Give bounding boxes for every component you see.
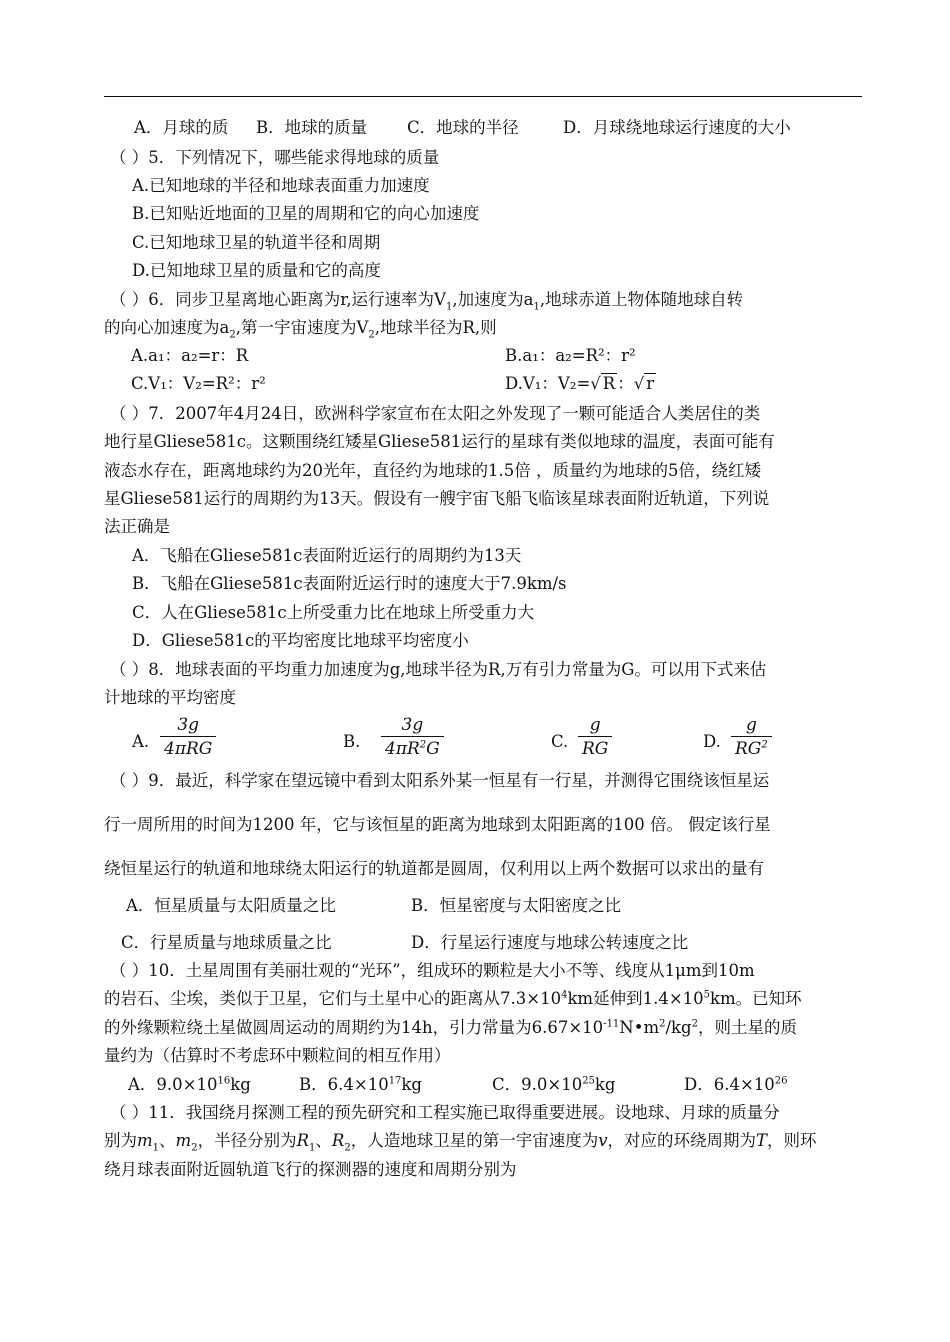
q10-option-b: B．$6.4\times 10^{17}kg$ (299, 1075, 422, 1094)
header-rule (104, 96, 862, 97)
q6-option-a: A.a₁：a₂=r：R (131, 346, 249, 365)
q6-option-b: B.a₁：a₂=R²：r² (505, 346, 636, 365)
q7-stem-line1: （ ）7．2007年4月24日，欧洲科学家宣布在太阳之外发现了一颗可能适合人类居住的类 (110, 404, 761, 423)
q9-option-c: C．行星质量与地球质量之比 (121, 933, 332, 952)
q7-option-d: D．Gliese581c的平均密度比地球平均密度小 (132, 631, 469, 650)
q6-option-d: D.V₁：V₂=√ R ：√ r (505, 374, 655, 393)
q8-d-numerator: g (731, 714, 772, 737)
q4-option-a: A．月球的质 (134, 118, 229, 137)
q5-option-b: B.已知贴近地面的卫星的周期和它的向心加速度 (132, 204, 480, 223)
q9-option-d: D．行星运行速度与地球公转速度之比 (411, 933, 689, 952)
q10-stem-line4: 量约为（估算时不考虑环中颗粒间的相互作用） (104, 1046, 451, 1065)
q11-stem-line2: 别为$m_1$、$m_2$，半径分别为$R_1$、$R_2$，人造地球卫星的第一宇宙速度为v，对应的环绕周期为T，则环 (104, 1131, 817, 1154)
q8-option-b-label: B. (343, 732, 361, 751)
q4-option-b: B．地球的质量 (256, 118, 368, 137)
q8-option-d-label: D. (703, 732, 721, 751)
q8-d-denominator: $RG^2$ (735, 739, 768, 759)
q10-stem-line3: 的外缘颗粒绕土星做圆周运动的周期约为14h，引力常量为$6.67\times 10^{-11}N•m^2/kg^2$，则土星的质 (104, 1018, 797, 1037)
q7-option-a: A．飞船在Gliese581c表面附近运行的周期约为13天 (132, 546, 522, 565)
q7-stem-line5: 法正确是 (104, 517, 170, 536)
q11-stem-line3: 绕月球表面附近圆轨道飞行的探测器的速度和周期分别为 (104, 1160, 517, 1179)
q9-stem-line1: （ ）9．最近，科学家在望远镜中看到太阳系外某一恒星有一行星，并测得它围绕该恒星运 (110, 771, 770, 790)
q7-stem-line3: 液态水存在，距离地球约为20光年，直径约为地球的1.5倍 ，质量约为地球的5倍，绕红矮 (104, 461, 761, 480)
q8-option-d-formula (731, 714, 772, 761)
q8-b-numerator: 3g (381, 714, 444, 737)
q5-option-d: D.已知地球卫星的质量和它的高度 (132, 261, 381, 280)
q8-option-a-label: A. (132, 732, 150, 751)
q6-option-c: C.V₁：V₂=R²：r² (131, 374, 266, 393)
q8-option-c-label: C. (551, 732, 569, 751)
q8-option-c-formula (578, 714, 612, 761)
q4-option-d: D．月球绕地球运行速度的大小 (563, 118, 791, 137)
q9-stem-line2: 行一周所用的时间为1200 年，它与该恒星的距离为地球到太阳距离的100 倍。 假定该行星 (104, 815, 771, 834)
q10-stem-line2: 的岩石、尘埃，类似于卫星，它们与土星中心的距离从$7.3\times 10^4km$延伸到$1.4\times 10^5km$。已知环 (104, 989, 802, 1008)
q7-option-b: B．飞船在Gliese581c表面附近运行时的速度大于7.9km/s (132, 574, 567, 593)
q8-stem-line2: 计地球的平均密度 (104, 688, 236, 707)
q7-option-c: C．人在Gliese581c上所受重力比在地球上所受重力大 (132, 603, 535, 622)
q10-option-a: A．$9.0\times 10^{16}kg$ (128, 1075, 251, 1094)
q5-stem: （ ）5．下列情况下，哪些能求得地球的质量 (110, 148, 440, 167)
q4-option-c: C．地球的半径 (407, 118, 519, 137)
q8-c-denominator: RG (582, 739, 609, 759)
q9-stem-line3: 绕恒星运行的轨道和地球绕太阳运行的轨道都是圆周，仅利用以上两个数据可以求出的量有 (104, 859, 764, 878)
q6-stem-line2: 的向心加速度为$a_2$,第一宇宙速度为$V_2$,地球半径为R,则 (104, 318, 497, 341)
q7-stem-line2: 地行星Gliese581c。这颗围绕红矮星Gliese581运行的星球有类似地球的温度，表面可能有 (104, 432, 775, 451)
q9-option-b: B．恒星密度与太阳密度之比 (411, 896, 622, 915)
q8-a-numerator: 3g (160, 714, 216, 737)
q6-stem-line1: （ ）6．同步卫星离地心距离为r,运行速率为$V_1$,加速度为$a_1$,地球赤道上物体随地球自转 (110, 290, 744, 313)
q11-stem-line1: （ ）11．我国绕月探测工程的预先研究和工程实施已取得重要进展。设地球、月球的质量分 (110, 1103, 780, 1122)
q10-stem-line1: （ ）10．土星周围有美丽壮观的“光环”，组成环的颗粒是大小不等、线度从1μm到10m (110, 961, 755, 980)
q8-a-denominator: 4πRG (164, 739, 213, 759)
q10-option-c: C．$9.0\times 10^{25}kg$ (492, 1075, 616, 1094)
q8-stem-line1: （ ）8．地球表面的平均重力加速度为g,地球半径为R,万有引力常量为G。可以用下式来估 (110, 660, 767, 679)
q8-option-b-formula (381, 714, 444, 761)
q10-option-d: D．$6.4\times 10^{26}$ (684, 1075, 788, 1094)
q8-c-numerator: g (578, 714, 612, 737)
q7-stem-line4: 星Gliese581运行的周期约为13天。假设有一艘宇宙飞船飞临该星球表面附近轨道，下列说 (104, 489, 770, 508)
q5-option-a: A.已知地球的半径和地球表面重力加速度 (132, 176, 430, 195)
q8-option-a-formula (160, 714, 216, 761)
q8-b-denominator: $4\pi R^2G$ (385, 739, 440, 759)
q9-option-a: A．恒星质量与太阳质量之比 (126, 896, 336, 915)
q5-option-c: C.已知地球卫星的轨道半径和周期 (132, 233, 381, 252)
